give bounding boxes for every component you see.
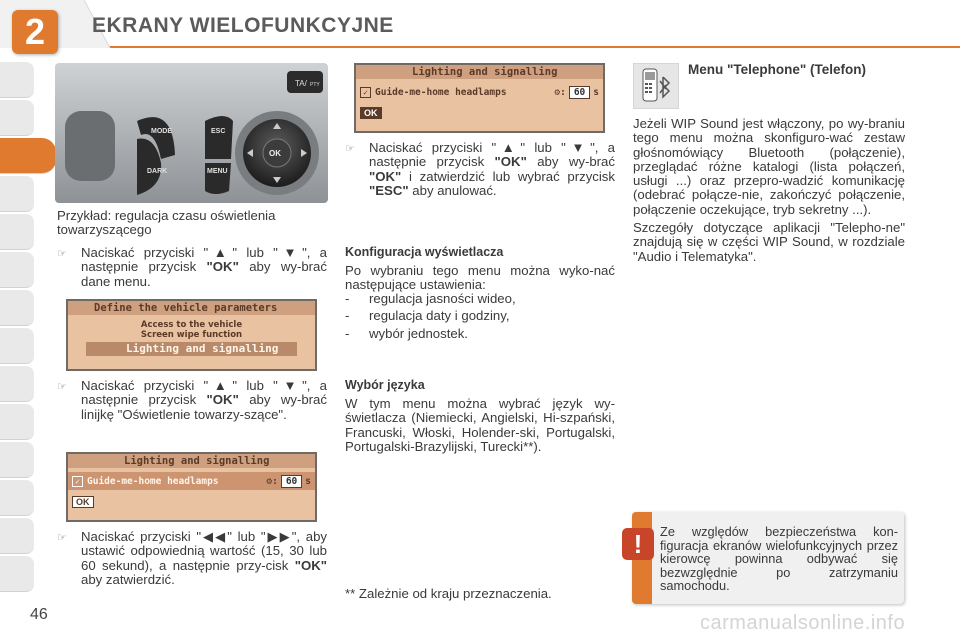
telephone-menu-title: Menu "Telephone" (Telefon): [688, 62, 867, 77]
telephone-paragraph-1: Jeżeli WIP Sound jest włączony, po wy-braniu tego menu można skonfiguro-wać zestaw głośnomówiący Bluetooth (połączenie), przeglądać różne katalogi (lista połączeń, usługi ...) oraz przepro-wadzić komunikację (odebrać połącze-nie, zakończyć połączenie, połączenie oczekujące, tryb sekretny ...).: [633, 116, 905, 217]
config-text: Po wybraniu tego menu można wyko-nać następujące ustawienia:: [345, 263, 615, 293]
example-caption: Przykład: regulacja czasu oświetlenia towarzyszącego: [57, 208, 276, 238]
warning-text: Ze względów bezpieczeństwa kon-figuracja ekranów wielofunkcyjnych przez kierowcę powinna odbywać się bezwzględnie po zatrzymaniu samochodu.: [660, 524, 898, 593]
lcd-screen-lighting: Lighting and signalling ✓ Guide-me-home headlamps ⚙: 60 s OK: [66, 452, 317, 522]
svg-text:MODE: MODE: [151, 128, 172, 135]
svg-text:DARK: DARK: [147, 168, 168, 175]
step-1: ☞ Naciskać przyciski "▲" lub "▼", a następnie przycisk "OK" aby wy-brać dane menu.: [57, 245, 327, 289]
list-item: regulacja jasności wideo,: [369, 291, 516, 306]
phone-bluetooth-icon: [633, 63, 679, 109]
watermark: carmanualsonline.info: [700, 612, 906, 634]
lcd-screen-lighting-2: Lighting and signalling ✓ Guide-me-home headlamps ⚙: 60 s OK: [354, 63, 605, 133]
svg-text:OK: OK: [269, 149, 281, 158]
tab-active[interactable]: [0, 138, 56, 174]
list-item: regulacja daty i godziny,: [369, 308, 510, 324]
config-heading: Konfiguracja wyświetlacza: [345, 245, 504, 259]
svg-text:TA/: TA/: [295, 79, 307, 88]
svg-text:ESC: ESC: [211, 128, 226, 135]
language-heading: Wybór języka: [345, 378, 425, 392]
config-list: - regulacja jasności wideo, - regulacja daty i godziny, - wybór jednostek.: [345, 291, 516, 341]
step-2: ☞ Naciskać przyciski "▲" lub "▼", a następnie przycisk "OK" aby wy-brać linijkę "Oświetlenie towarzy-szące".: [57, 378, 327, 422]
chapter-number: 2: [12, 10, 58, 54]
step-4: ☞ Naciskać przyciski "▲" lub "▼", a następnie przycisk "OK" aby wy-brać "OK" i zatwierdzić lub wybrać przycisk "ESC" aby anulować.: [345, 140, 615, 198]
svg-text:MENU: MENU: [207, 168, 228, 175]
control-panel-image: [55, 63, 328, 203]
footnote: ** Zależnie od kraju przeznaczenia.: [345, 586, 552, 601]
header-rule: [60, 42, 960, 52]
language-text: W tym menu można wybrać język wy-świetlacza (Niemiecki, Angielski, Hi-szpański, Francuski, Włoski, Holender-ski, Portugalski, Portugalski-Brazylijski, Turecki**).: [345, 396, 615, 454]
svg-text:PTY: PTY: [310, 82, 320, 88]
lcd-screen-vehicle-parameters: Define the vehicle parameters Access to the vehicle Screen wipe function Lighting and signalling: [66, 299, 317, 371]
list-item: wybór jednostek.: [369, 325, 468, 341]
page-number: 46: [30, 606, 48, 623]
warning-icon: !: [622, 528, 654, 560]
step-3: ☞ Naciskać przyciski "◀◀" lub "▶▶", aby ustawić odpowiednią wartość (15, 30 lub 60 sekund), a następnie przy-cisk "OK" aby zatwierdzić.: [57, 529, 328, 587]
telephone-paragraph-2: Szczegóły dotyczące aplikacji "Telepho-ne" znajdują się w części WIP Sound, w rozdziale "Audio i Telematyka".: [633, 220, 905, 264]
chapter-tabs: [0, 62, 34, 582]
chapter-title: EKRANY WIELOFUNKCYJNE: [92, 14, 394, 37]
